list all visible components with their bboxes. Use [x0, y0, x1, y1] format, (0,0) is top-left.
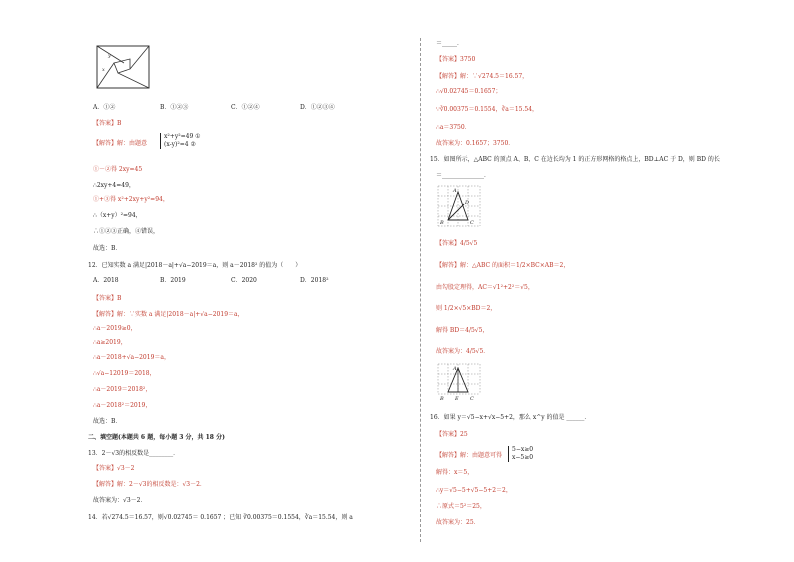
option-c: C．2020	[231, 277, 257, 284]
step-line: ∴2xy+4=49，	[93, 182, 135, 189]
column-divider	[420, 38, 421, 542]
option-a: A．2018	[93, 277, 119, 284]
answer-label: 【答案】B	[93, 120, 122, 127]
answer-label: 【答案】25	[436, 431, 468, 438]
answer-label: 【答案】3750	[436, 56, 476, 63]
step-line: ∵∛0.00375＝0.1554，∛a＝15.54，	[436, 106, 539, 113]
step-line: ∴原式＝5²＝25，	[436, 503, 486, 510]
final-answer: 故答案为：√3－2．	[93, 497, 147, 504]
point-c: C	[470, 396, 474, 402]
step-line: 由勾股定理得，AC＝√1²+2²＝√5，	[436, 284, 534, 291]
step-line: 解得 BD＝4/5√5，	[436, 327, 489, 334]
option-b: B．2019	[160, 277, 186, 284]
equation-system	[160, 133, 201, 149]
question-14: 14．若√274.5＝16.57，则√0.02745＝ 0.1657 ；已知 ∛0.00375＝0.1554，∛a＝15.54，则 a	[88, 514, 353, 521]
answer-label: 【答案】√3－2	[93, 465, 135, 472]
step-line: 故答案为：4/5√5．	[436, 348, 490, 355]
option-b: B．①②③	[160, 104, 189, 111]
point-a: A	[453, 366, 457, 372]
solution-head: 【解答】解：△ABC 的面积＝1/2×BC×AB＝2，	[436, 262, 570, 269]
step-line: ∴y＝√5−5+√5−5+2＝2，	[436, 487, 512, 494]
step-line: 解得：x＝5，	[436, 469, 474, 476]
answer-label: 【答案】4/5√5	[436, 240, 478, 247]
inequality-2: x−5≥0	[512, 454, 534, 461]
inequality-system	[508, 446, 533, 462]
equation-2: (x-y)²=4 ②	[164, 141, 196, 148]
step-line: ①－②得 2xy=45	[93, 166, 143, 173]
question-13: 13．2－√3的相反数是________．	[88, 450, 180, 457]
triangle-grid-figure	[436, 182, 482, 230]
step-line: ∴a－2019＝2018²，	[93, 386, 152, 393]
point-e: E	[455, 396, 459, 402]
step-line: ∴a－2018+√a−2019＝a，	[93, 354, 170, 361]
equation-1: x²+y²=49 ①	[164, 133, 201, 140]
question-15-blank: ＝______________．	[436, 172, 491, 179]
option-d: D．2018²	[300, 277, 329, 284]
step-line: 故答案为：0.1657；3750．	[436, 140, 515, 147]
point-b: B	[440, 220, 444, 226]
point-b: B	[440, 396, 444, 402]
solution-head: 【解答】解：由题意	[93, 140, 148, 147]
point-a: A	[453, 188, 457, 194]
step-line: 故选：B．	[93, 245, 122, 252]
step-line: ∴√a−12019＝2018，	[93, 370, 156, 377]
question-15: 15．如图所示，△ABC 的顶点 A、B、C 在边长均为 1 的正方形网格的格点上，BD⊥AC 于 D，则 BD 的长	[430, 156, 720, 163]
right-column	[430, 0, 730, 562]
question-12: 12．已知实数 a 满足|2018－a|+√a−2019＝a，则 a－2018² 的值为（ ）	[88, 262, 302, 269]
solution-head: 【解答】解：由题意可得	[436, 452, 503, 459]
svg-text:x: x	[102, 67, 105, 73]
point-d: D	[465, 200, 470, 206]
option-a: A．①②	[93, 104, 116, 111]
option-d: D．①②③④	[300, 104, 335, 111]
step-line: ①+③得 x²+2xy+y²=94，	[93, 196, 169, 203]
solution-head: 【解答】解：∵实数 a 满足|2018－a|+√a−2019＝a，	[93, 311, 244, 318]
section-heading: 二、填空题(本题共 6 题，每小题 3 分，共 18 分)	[88, 434, 225, 441]
triangle-grid-figure-2	[436, 360, 482, 404]
step-line: 则 1/2×√5×BD＝2，	[436, 305, 497, 312]
solution-head: 【解答】解：2－√3的相反数是：√3－2．	[93, 481, 206, 488]
svg-text:y: y	[108, 53, 111, 59]
left-column	[88, 0, 410, 562]
option-c: C．①②④	[231, 104, 260, 111]
step-line: ∴（x+y）²=94，	[93, 212, 142, 219]
step-line: ∴①②③正确，④错误，	[93, 228, 160, 235]
answer-label: 【答案】B	[93, 295, 122, 302]
step-line: ∴√0.02745＝0.1657；	[436, 88, 502, 95]
step-line: ∴a＝3750．	[436, 124, 471, 131]
point-c: C	[470, 220, 474, 226]
square-diagram-figure	[96, 45, 154, 93]
step-line: 故选：B．	[93, 418, 122, 425]
question-16: 16．如果 y＝√5−x+√x−5+2，那么 x^y 的值是 ______．	[430, 414, 591, 421]
inequality-1: 5−x≥0	[512, 446, 534, 453]
step-line: 故答案为：25．	[436, 519, 480, 526]
step-line: ∴a≥2019，	[93, 339, 127, 346]
step-line: ∴a－2019≥0，	[93, 325, 137, 332]
solution-head: 【解答】解：∵√274.5＝16.57，	[436, 73, 529, 80]
step-line: ∴a－2018²＝2019，	[93, 402, 152, 409]
fill-blank: ＝_____．	[436, 40, 464, 47]
